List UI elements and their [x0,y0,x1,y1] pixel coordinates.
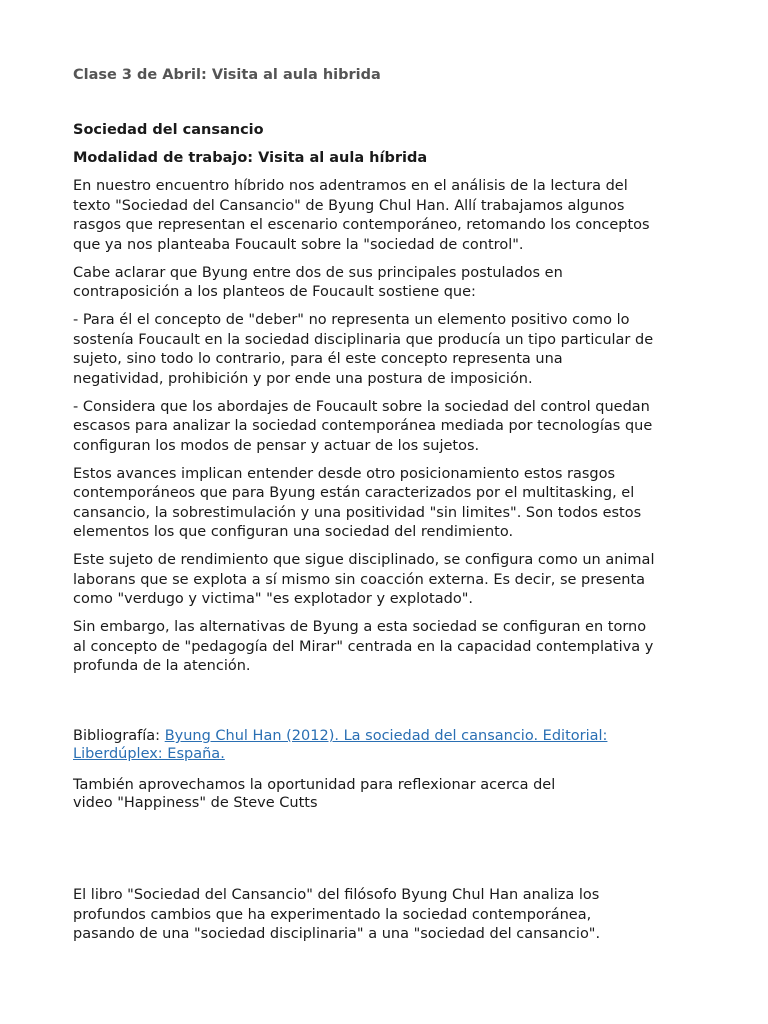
bibliography-link-continued[interactable]: Liberdúplex: España. [73,745,225,762]
text-line: El libro "Sociedad del Cansancio" del filósofo Byung Chul Han analiza los [73,887,600,903]
text-line: contemporáneos que para Byung están caracterizados por el multitasking, el [73,485,635,501]
spacer [73,826,703,886]
text-line: pasando de una "sociedad disciplinaria" a una "sociedad del cansancio". [73,926,601,942]
text-line: Cabe aclarar que Byung entre dos de sus principales postulados en [73,264,563,281]
text-line: profundos cambios que ha experimentado la sociedad contemporánea, [73,906,592,923]
text-line: video "Happiness" de Steve Cutts [73,794,318,811]
text-line: rasgos que representan el escenario contemporáneo, retomando los conceptos [73,217,650,233]
text-line: profunda de la atención. [73,658,251,674]
text-line: negatividad, prohibición y por ende una postura de imposición. [73,370,533,387]
text-line: - Considera que los abordajes de Foucault sobre la sociedad del control quedan [73,398,650,415]
text-line: - Para él el concepto de "deber" no representa un elemento positivo como lo [73,312,630,328]
paragraph-point-control [73,398,703,457]
page-title: Clase 3 de Abril: Visita al aula hibrida [73,67,381,83]
text-line: En nuestro encuentro híbrido nos adentramos en el análisis de la lectura del [73,178,628,194]
text-line: sostenía Foucault en la sociedad disciplinaria que producía un tipo particular de [73,331,654,348]
paragraph-video [73,777,703,812]
text-line: contraposición a los planteos de Foucault sostiene que: [73,284,476,300]
section-heading: Sociedad del cansancio [73,122,264,138]
text-line: También aprovechamos la oportunidad para reflexionar acerca del [73,777,556,793]
text-line: texto "Sociedad del Cansancio" de Byung Chul Han. Allí trabajamos algunos [73,197,625,214]
paragraph-point-duty [73,311,703,389]
bibliography-line [73,728,703,746]
text-line: escasos para analizar la sociedad contemporánea mediada por tecnologías que [73,418,653,434]
bibliography-label: Bibliografía: [73,728,165,744]
document-body [73,121,703,953]
paragraph-closing [73,886,703,945]
text-line: Estos avances implican entender desde otro posicionamiento estos rasgos [73,465,616,482]
spacer [73,685,703,728]
text-line: al concepto de "pedagogía del Mirar" centrada en la capacidad contemplativa y [73,638,654,655]
paragraph-performance-subject [73,551,703,610]
text-line: configuran los modos de pensar y actuar de los sujetos. [73,437,480,454]
text-line: Este sujeto de rendimiento que sigue disciplinado, se configura como un animal [73,552,655,568]
text-line: como "verdugo y victima" "es explotador y explotado". [73,591,473,607]
text-line: sujeto, sino todo lo contrario, para él este concepto representa una [73,351,563,367]
text-line: Sin embargo, las alternativas de Byung a esta sociedad se configuran en torno [73,619,647,635]
work-mode-heading: Modalidad de trabajo: Visita al aula híbrida [73,150,428,166]
text-line: elementos los que configuran una sociedad del rendimiento. [73,524,514,540]
bibliography-link[interactable]: Byung Chul Han (2012). La sociedad del cansancio. Editorial: [164,728,608,744]
paragraph-clarification [73,264,703,303]
bibliography-line [73,746,703,764]
paragraph-alternatives [73,618,703,677]
paragraph-advances [73,465,703,543]
bibliography [73,728,703,763]
paragraph-intro [73,177,703,255]
text-line: cansancio, la sobrestimulación y una positividad "sin limites". Son todos estos [73,504,642,521]
text-line: laborans que se explota a sí mismo sin coacción externa. Es decir, se presenta [73,571,646,588]
text-line: que ya nos planteaba Foucault sobre la "sociedad de control". [73,236,524,253]
